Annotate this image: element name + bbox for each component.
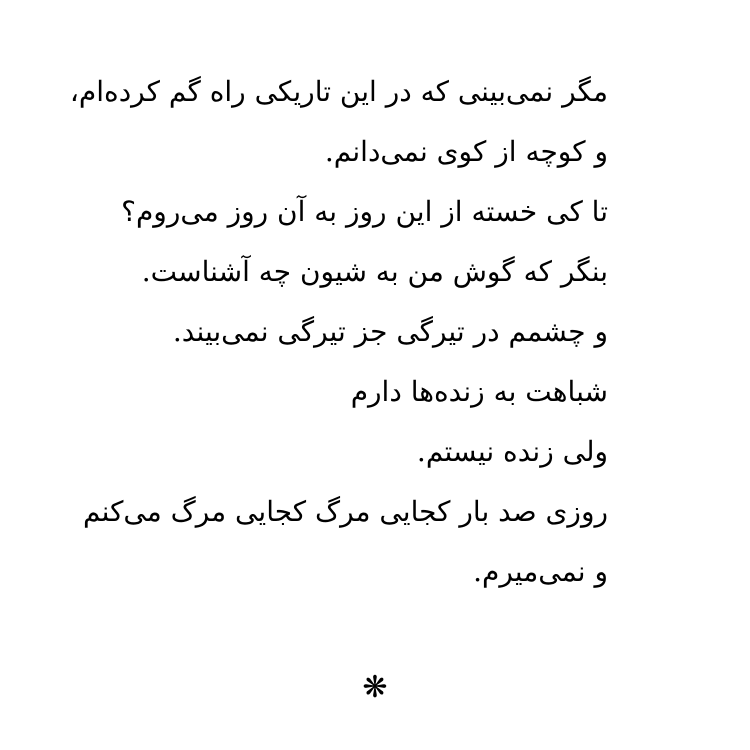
poem-line-1: مگر نمی‌بینی که در این تاریکی راه گم کرده‌ام،	[69, 75, 608, 108]
poem-text-block	[48, 62, 608, 602]
asterisk-divider-icon: ❋	[362, 670, 388, 705]
poem-line-2: و کوچه از کوی نمی‌دانم.	[324, 135, 608, 168]
poem-line-8: روزی صد بار کجایی مرگ کجایی مرگ می‌کنم	[83, 495, 608, 528]
poem-line-6: شباهت به زنده‌ها دارم	[350, 375, 608, 408]
poem-line-4: بنگر که گوش من به شیون چه آشناست.	[141, 255, 608, 288]
poem-line-3: تا کی خسته از این روز به آن روز می‌روم؟	[121, 195, 608, 228]
poem-line-5: و چشمم در تیرگی جز تیرگی نمی‌بیند.	[172, 315, 608, 348]
poem-line-7: ولی زنده نیستم.	[416, 435, 608, 468]
poem-line-9: و نمی‌میرم.	[473, 555, 608, 588]
